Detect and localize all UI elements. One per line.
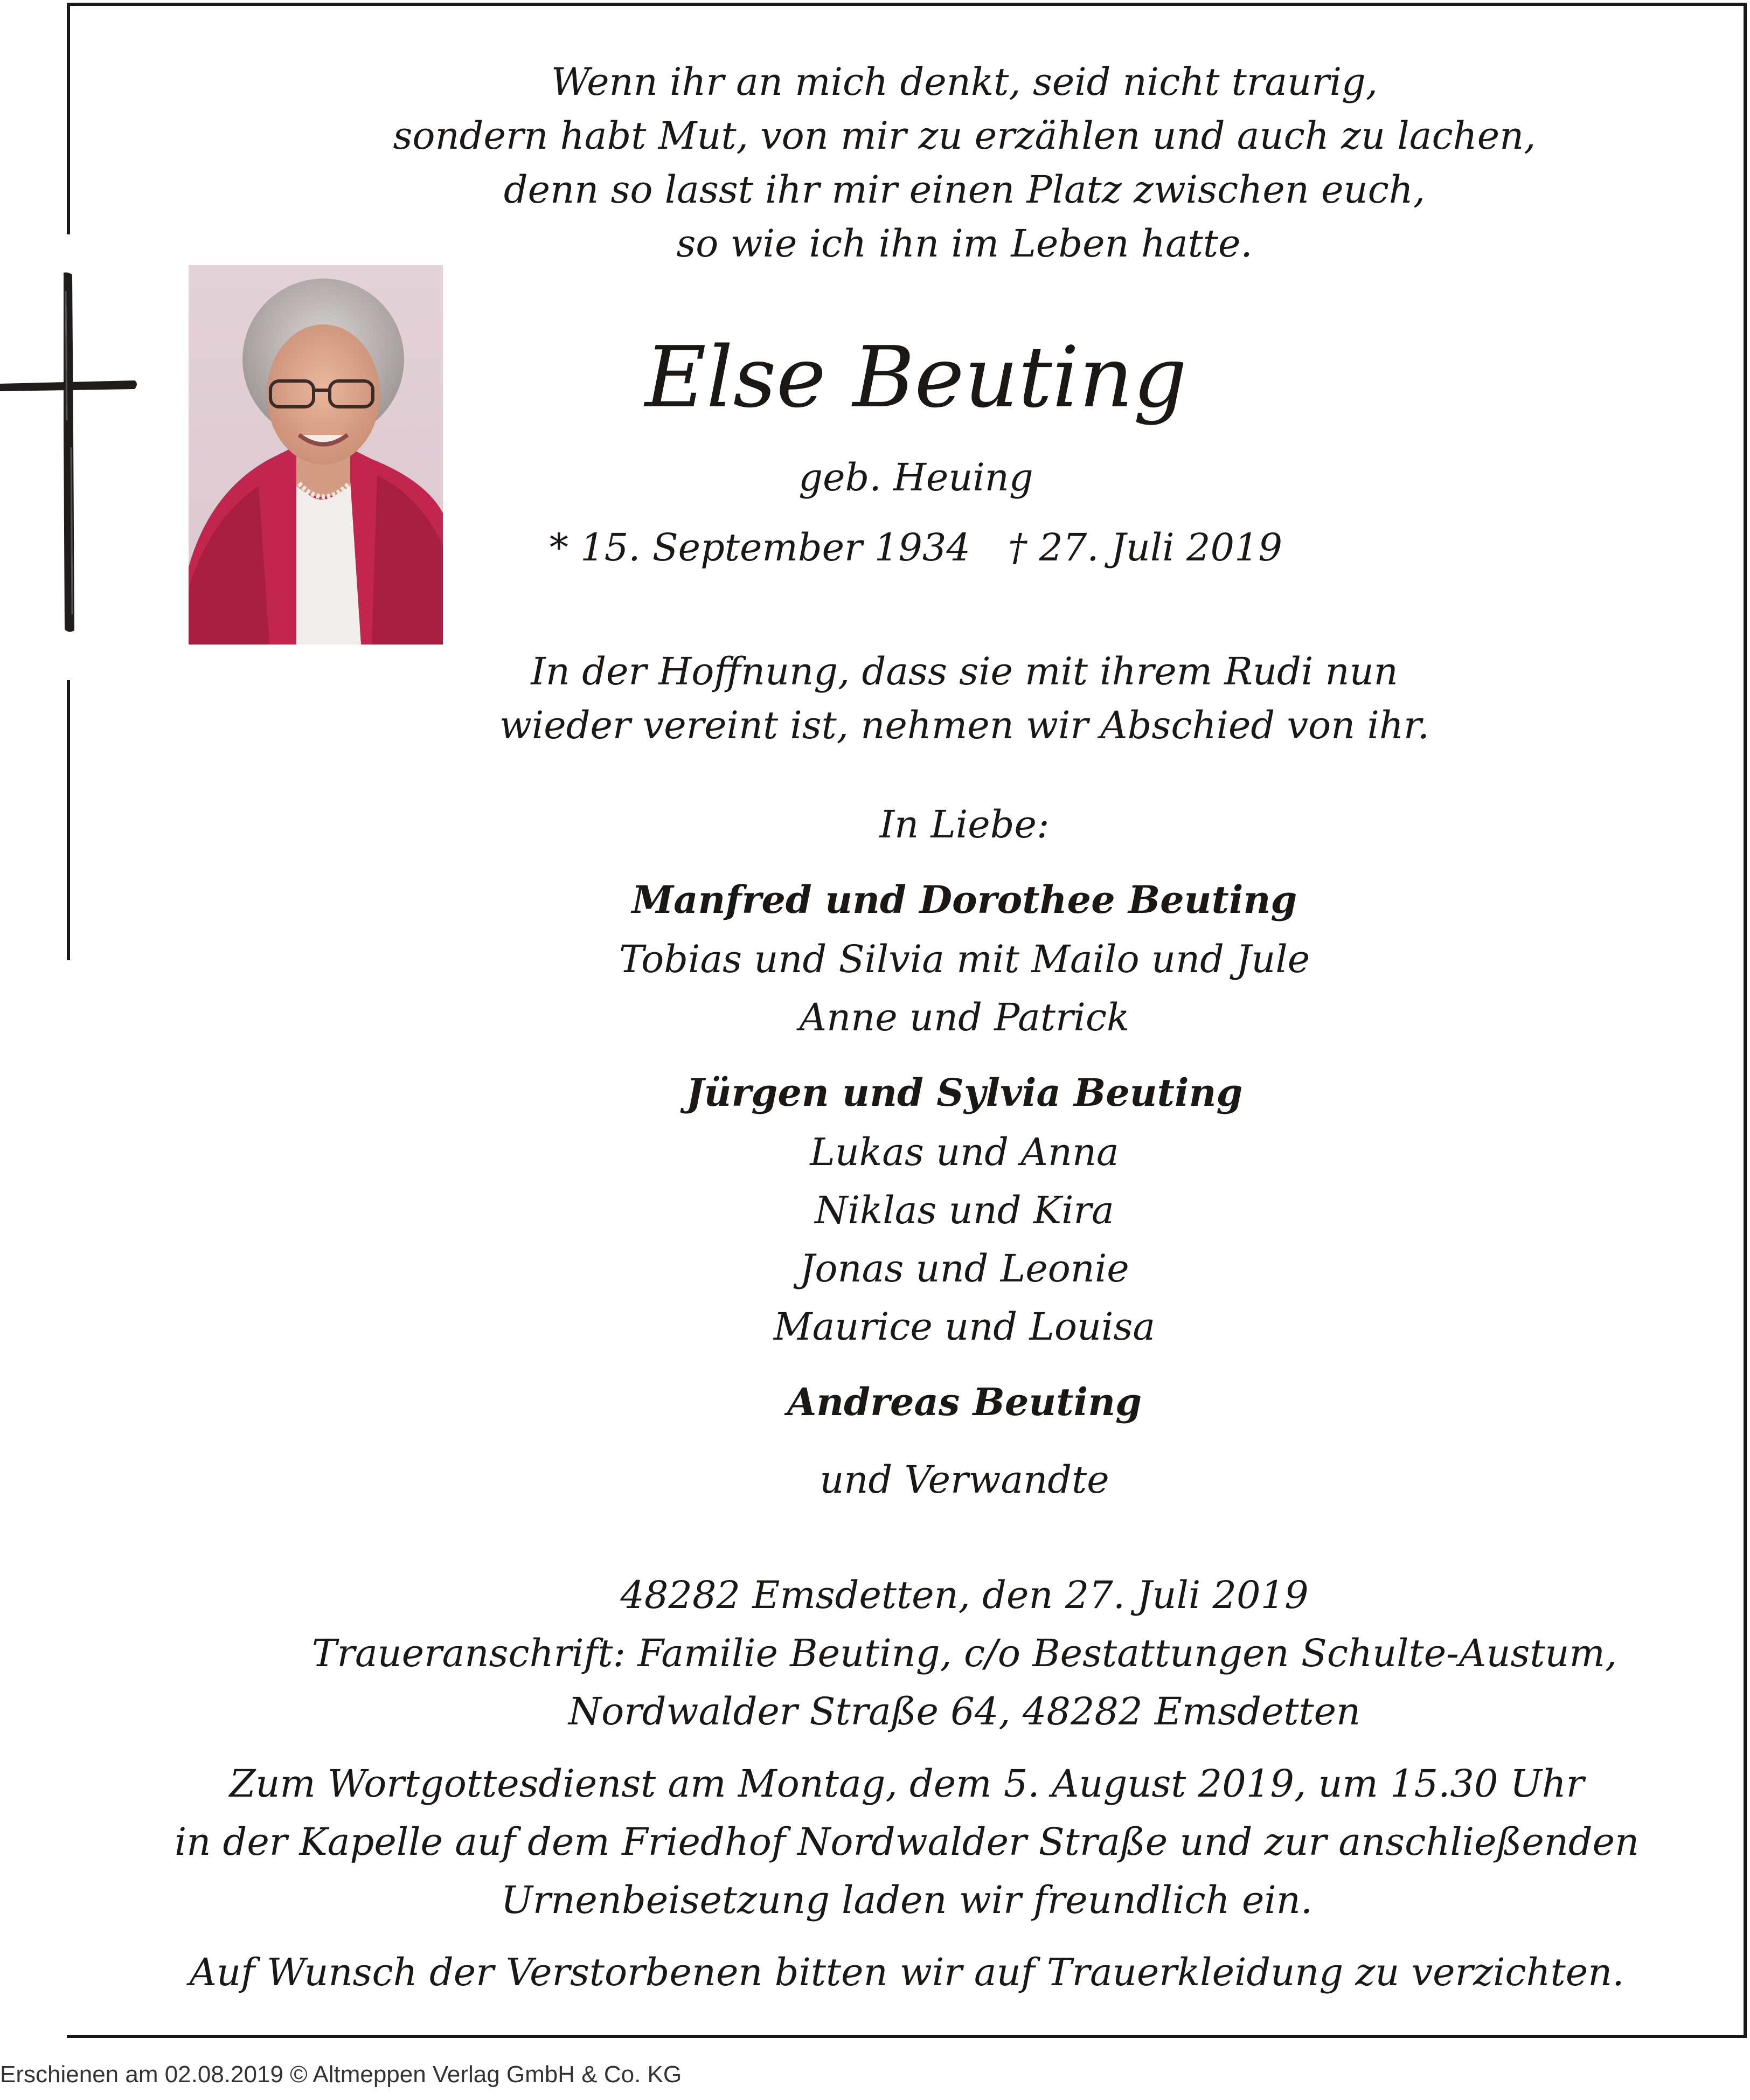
life-dates — [178, 521, 1654, 574]
hope-line-1: In der Hoffnung, dass sie mit ihrem Rudi nun — [531, 649, 1398, 694]
wish-line: Auf Wunsch der Verstorbenen bitten wir auf Trauerkleidung zu verzichten. — [189, 1950, 1624, 1994]
service-line-3: Urnenbeisetzung laden wir freundlich ein. — [501, 1878, 1313, 1922]
family-member: Tobias und Silvia mit Mailo und Jule — [619, 937, 1310, 981]
poem-line-4: so wie ich ihn im Leben hatte. — [676, 221, 1253, 266]
place-date: 48282 Emsdetten, den 27. Juli 2019 — [620, 1573, 1309, 1617]
deceased-name: Else Beuting — [644, 328, 1188, 426]
service-line-1: Zum Wortgottesdienst am Montag, dem 5. August 2019, um 15.30 Uhr — [229, 1762, 1585, 1806]
family-member: Maurice und Louisa — [773, 1305, 1156, 1349]
hope-line-2: wieder vereint ist, nehmen wir Abschied von ihr. — [499, 703, 1430, 747]
poem-line-1: Wenn ihr an mich denkt, seid nicht traurig, — [551, 60, 1378, 104]
poem-line-2: sondern habt Mut, von mir zu erzählen und auch zu lachen, — [393, 114, 1536, 158]
family-head-1: Manfred und Dorothee Beuting — [631, 877, 1297, 922]
address-line-1: Traueranschrift: Familie Beuting, c/o Bestattungen Schulte-Austum, — [311, 1631, 1617, 1675]
address-line-2: Nordwalder Straße 64, 48282 Emsdetten — [568, 1689, 1361, 1734]
family-member: Jonas und Leonie — [800, 1246, 1129, 1291]
death-date: † 27. Juli 2019 — [1008, 525, 1283, 570]
family-member: Lukas und Anna — [810, 1130, 1119, 1174]
poem-line-3: denn so lasst ihr mir einen Platz zwischen euch, — [503, 168, 1426, 212]
service-line-2: in der Kapelle auf dem Friedhof Nordwalder Straße und zur anschließenden — [174, 1820, 1640, 1864]
family-member: Anne und Patrick — [799, 995, 1130, 1039]
birth-name: geb. Heuing — [798, 455, 1033, 500]
family-head-2: Jürgen und Sylvia Beuting — [686, 1070, 1243, 1115]
birth-date: * 15. September 1934 — [549, 525, 970, 570]
publication-footer: Erschienen am 02.08.2019 © Altmeppen Verlag GmbH & Co. KG — [0, 2061, 682, 2088]
frame-border-left-upper — [67, 3, 70, 234]
in-love-label: In Liebe: — [879, 802, 1050, 847]
cross-icon — [0, 269, 140, 636]
family-member: Niklas und Kira — [815, 1188, 1114, 1232]
relatives: und Verwandte — [820, 1458, 1109, 1502]
family-head-3: Andreas Beuting — [787, 1380, 1142, 1424]
frame-border-top — [67, 3, 1747, 6]
frame-border-left-lower — [67, 680, 70, 960]
frame-border-bottom — [67, 2035, 1747, 2038]
